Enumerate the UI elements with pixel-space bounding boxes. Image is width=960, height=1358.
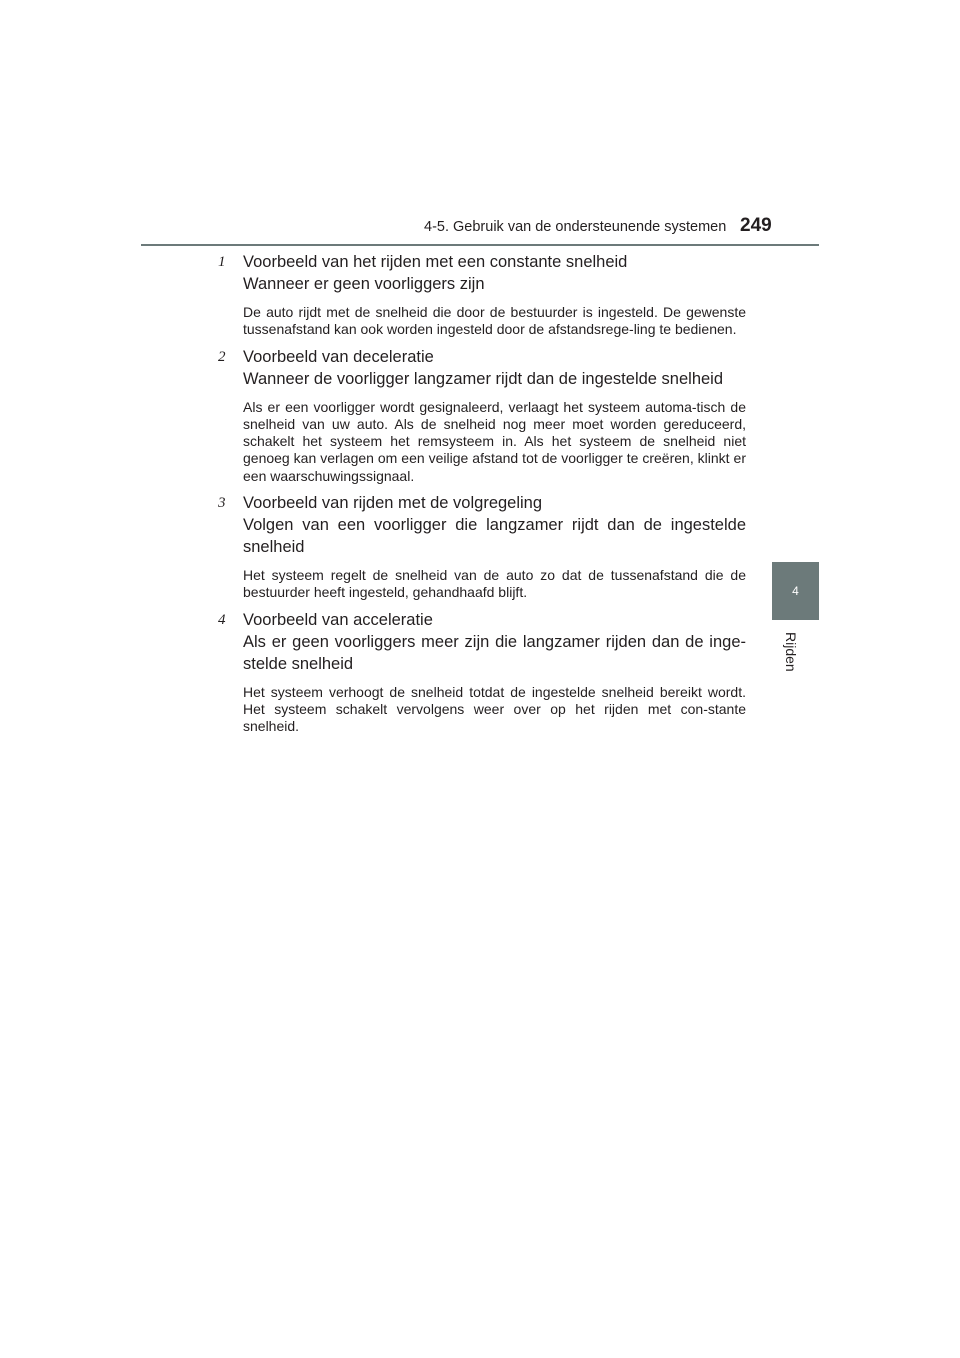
example-list — [218, 251, 746, 743]
list-item — [218, 492, 746, 602]
item-description: De auto rijdt met de snelheid die door de bestuurder is ingesteld. De gewenste tussenafstand kan ook worden ingesteld door de afstandsrege-ling te bedienen. — [243, 304, 746, 338]
list-item — [218, 251, 746, 339]
item-title — [243, 346, 746, 390]
page-number: 249 — [740, 215, 772, 236]
chapter-label: Rijden — [783, 632, 799, 672]
item-number: 3 — [218, 495, 226, 512]
item-title-line-2: Volgen van een voorligger die langzamer rijdt dan de ingestelde snelheid — [243, 516, 746, 557]
list-item — [218, 609, 746, 736]
item-title — [243, 251, 746, 295]
item-title — [243, 492, 746, 558]
item-description: Als er een voorligger wordt gesignaleerd, verlaagt het systeem automa-tisch de snelheid van uw auto. Als de snelheid nog meer moet worden gereduceerd, schakelt het systeem het remsysteem in. Als het systeem de snelheid niet genoeg kan verlagen om een veilige afstand tot de voorligger te creëren, klinkt er een waarschuwingssignaal. — [243, 398, 746, 484]
item-number: 1 — [218, 254, 226, 270]
item-title-line-1: Voorbeeld van acceleratie — [243, 610, 433, 629]
item-title-line-2: Wanneer er geen voorliggers zijn — [243, 275, 485, 293]
header-divider — [141, 244, 819, 246]
section-title: 4-5. Gebruik van de ondersteunende systemen — [424, 219, 727, 235]
item-title-line-1: Voorbeeld van rijden met de volgregeling — [243, 494, 543, 513]
item-description: Het systeem verhoogt de snelheid totdat de ingestelde snelheid bereikt wordt. Het systeem schakelt vervolgens weer over op het rijden met con-stante snelheid. — [243, 683, 746, 735]
item-title-line-2: Als er geen voorliggers meer zijn die langzamer rijden dan de inge-stelde snelheid — [243, 632, 746, 673]
item-description: Het systeem regelt de snelheid van de auto zo dat de tussenafstand die de bestuurder heeft ingesteld, gehandhaafd blijft. — [243, 567, 746, 601]
chapter-number: 4 — [792, 584, 799, 598]
item-number: 4 — [218, 611, 226, 628]
item-title-line-1: Voorbeeld van deceleratie — [243, 347, 434, 366]
chapter-tab[interactable] — [772, 562, 819, 620]
item-title — [243, 609, 746, 675]
item-number: 2 — [218, 348, 226, 365]
list-item — [218, 346, 746, 485]
item-title-line-2: Wanneer de voorligger langzamer rijdt dan de ingestelde snelheid — [243, 369, 724, 388]
item-title-line-1: Voorbeeld van het rijden met een constante snelheid — [243, 253, 628, 271]
